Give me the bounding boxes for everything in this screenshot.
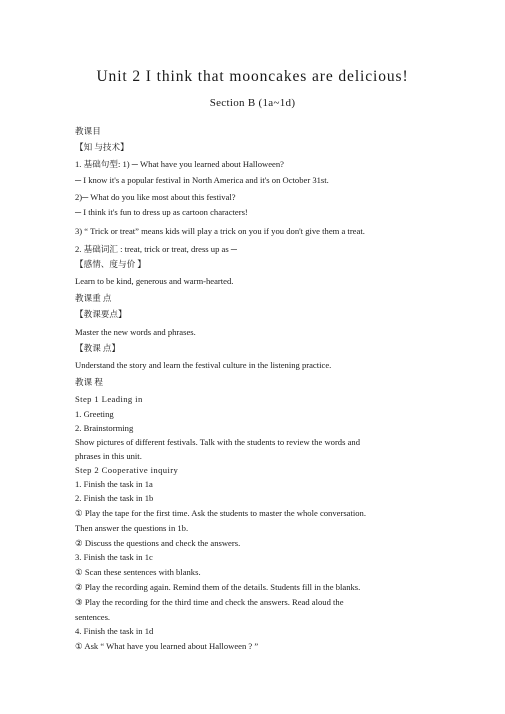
document-title: Unit 2 I think that mooncakes are delicious! bbox=[96, 68, 409, 85]
subsection-heading: 【教课 点】 bbox=[75, 343, 121, 353]
body-line: Then answer the questions in 1b. bbox=[75, 523, 189, 533]
step-heading: Step 1 Leading in bbox=[75, 394, 143, 404]
body-line: 3. Finish the task in 1c bbox=[75, 552, 153, 562]
body-line: 2)─ What do you like most about this festival? bbox=[75, 192, 236, 202]
body-line: Master the new words and phrases. bbox=[75, 327, 196, 337]
body-line: ① Scan these sentences with blanks. bbox=[75, 567, 201, 577]
section-heading: 教课目 bbox=[75, 126, 101, 136]
body-line: sentences. bbox=[75, 612, 111, 622]
body-line: 2. Brainstorming bbox=[75, 423, 134, 433]
body-line: Understand the story and learn the festival culture in the listening practice. bbox=[75, 360, 332, 370]
section-heading: 教课重 点 bbox=[75, 293, 112, 303]
body-line: ─ I think it's fun to dress up as cartoon characters! bbox=[75, 207, 248, 217]
body-line: 2. 基础词汇 : treat, trick or treat, dress up as ─ bbox=[75, 244, 237, 254]
section-heading: 教课 程 bbox=[75, 377, 103, 387]
body-line: 3) “ Trick or treat” means kids will play a trick on you if you don't give them a treat. bbox=[75, 226, 365, 236]
subsection-heading: 【教课要点】 bbox=[75, 309, 127, 319]
step-heading: Step 2 Cooperative inquiry bbox=[75, 465, 179, 475]
body-line: 2. Finish the task in 1b bbox=[75, 493, 154, 503]
body-line: ③ Play the recording for the third time and check the answers. Read aloud the bbox=[75, 597, 344, 607]
body-line: ① Ask “ What have you learned about Halloween ? ” bbox=[75, 641, 259, 651]
body-line: Show pictures of different festivals. Talk with the students to review the words and bbox=[75, 437, 361, 447]
subsection-heading: 【感情、度与价 】 bbox=[75, 259, 146, 269]
body-line: ② Play the recording again. Remind them of the details. Students fill in the blanks. bbox=[75, 582, 361, 592]
body-line: Learn to be kind, generous and warm-hearted. bbox=[75, 276, 234, 286]
body-line: 1. Greeting bbox=[75, 409, 114, 419]
body-line: ② Discuss the questions and check the answers. bbox=[75, 538, 241, 548]
body-line: ① Play the tape for the first time. Ask the students to master the whole conversation. bbox=[75, 508, 366, 518]
body-line: 1. Finish the task in 1a bbox=[75, 479, 153, 489]
subsection-heading: 【知 与技术】 bbox=[75, 142, 129, 152]
body-line: ─ I know it's a popular festival in North America and it's on October 31st. bbox=[75, 175, 329, 185]
body-line: 1. 基础句型: 1) ─ What have you learned about Halloween? bbox=[75, 159, 284, 169]
body-line: phrases in this unit. bbox=[75, 451, 142, 461]
body-line: 4. Finish the task in 1d bbox=[75, 626, 154, 636]
document-subtitle: Section B (1a~1d) bbox=[209, 97, 296, 109]
